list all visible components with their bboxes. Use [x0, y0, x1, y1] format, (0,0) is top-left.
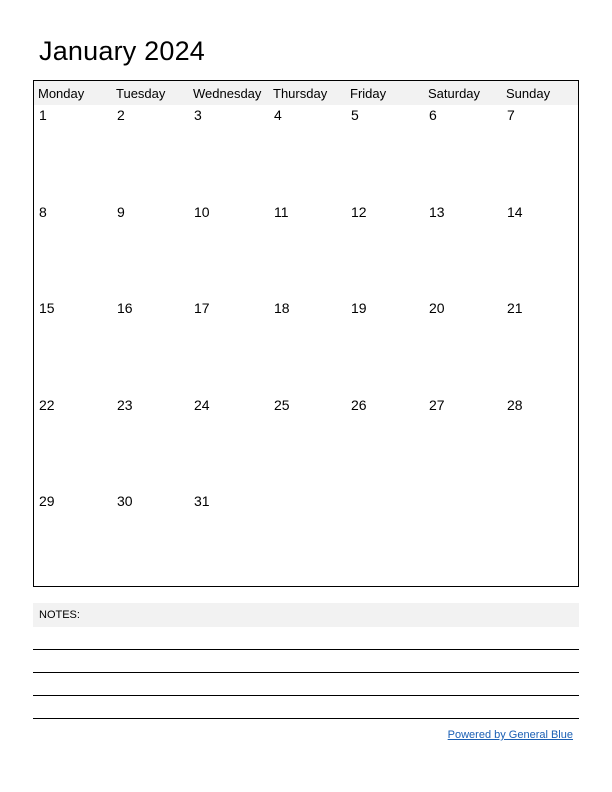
day-cell: 11	[274, 203, 289, 220]
notes-label: NOTES:	[33, 603, 579, 627]
weekday-header: Saturday	[428, 86, 481, 101]
note-line	[33, 650, 579, 673]
week-row	[34, 491, 578, 588]
weekday-header-row	[34, 81, 578, 105]
day-cell: 9	[117, 203, 125, 220]
day-cell: 24	[194, 396, 210, 413]
day-cell: 16	[117, 300, 133, 317]
day-cell: 30	[117, 493, 133, 510]
weekday-header: Monday	[38, 86, 85, 101]
day-cell: 21	[507, 300, 523, 317]
calendar-grid	[33, 80, 579, 587]
day-cell: 13	[429, 203, 445, 220]
day-cell: 29	[39, 493, 55, 510]
day-cell: 4	[274, 107, 282, 123]
day-cell: 5	[351, 107, 359, 123]
day-cell: 3	[194, 107, 202, 123]
day-cell: 6	[429, 107, 437, 123]
day-cell: 23	[117, 396, 133, 413]
weekday-header: Wednesday	[193, 86, 262, 101]
day-cell	[346, 491, 424, 588]
day-cell: 19	[351, 300, 367, 317]
day-cell: 17	[194, 300, 210, 317]
week-row	[34, 298, 578, 395]
day-cell: 20	[429, 300, 445, 317]
note-line	[33, 627, 579, 650]
day-cell: 25	[274, 396, 290, 413]
day-cell	[269, 491, 346, 588]
day-cell: 27	[429, 396, 445, 413]
day-cell: 10	[194, 203, 210, 220]
day-cell: 12	[351, 203, 367, 220]
week-row	[34, 202, 578, 299]
weekday-header: Sunday	[506, 86, 551, 101]
day-cell: 14	[507, 203, 523, 220]
day-cell: 15	[39, 300, 55, 317]
page-title: January 2024	[39, 36, 206, 66]
day-cell: 7	[507, 107, 515, 123]
week-row	[34, 395, 578, 492]
day-cell: 22	[39, 396, 55, 413]
note-line	[33, 673, 579, 696]
day-cell: 28	[507, 396, 523, 413]
weekday-header: Tuesday	[116, 86, 166, 101]
note-line	[33, 696, 579, 719]
day-cell: 26	[351, 396, 367, 413]
day-cell: 1	[39, 107, 47, 123]
calendar-weeks	[34, 105, 578, 588]
powered-by-link[interactable]: Powered by General Blue	[447, 729, 573, 741]
week-row	[34, 105, 578, 202]
notes-section	[33, 603, 579, 719]
weekday-header: Thursday	[273, 86, 328, 101]
day-cell: 18	[274, 300, 290, 317]
day-cell	[502, 491, 578, 588]
weekday-header: Friday	[350, 86, 387, 101]
day-cell: 2	[117, 107, 125, 123]
day-cell	[424, 491, 502, 588]
day-cell: 31	[194, 493, 210, 510]
day-cell: 8	[39, 203, 47, 220]
